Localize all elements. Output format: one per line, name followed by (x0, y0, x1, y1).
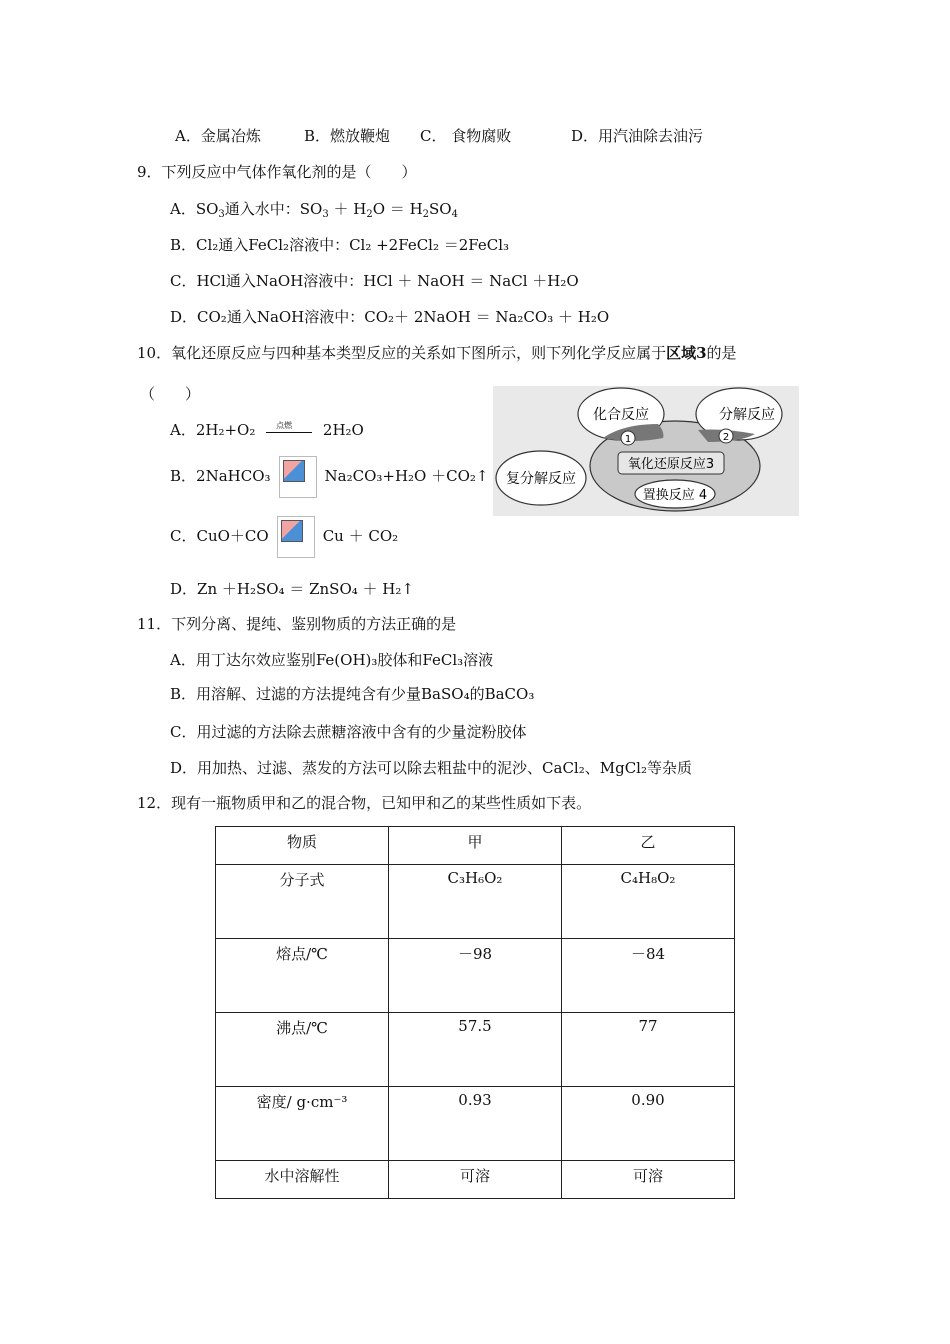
q8-option-c: C． 食物腐败 (420, 127, 512, 145)
q11-stem: 11．下列分离、提纯、鉴别物质的方法正确的是 (137, 615, 457, 633)
q9-option-c: C．HCl通入NaOH溶液中：HCl ＋ NaOH ＝ NaCl ＋H₂O (170, 272, 579, 290)
region-1-label: 1 (624, 434, 632, 445)
table-row (216, 1161, 735, 1199)
table-header-cell: 甲 (389, 827, 562, 865)
q10-a-right: 2H₂O (322, 421, 364, 439)
q10-c-right: Cu ＋ CO₂ (322, 527, 399, 545)
table-cell: C₄H₈O₂ (562, 865, 735, 939)
table-header-cell: 物质 (216, 827, 389, 865)
reaction-condition-arrow (266, 421, 312, 438)
broken-image-icon (277, 516, 315, 558)
q9-stem: 9．下列反应中气体作氧化剂的是（ ） (137, 163, 417, 181)
table-cell: 0.93 (389, 1087, 562, 1161)
region-2-label: 2 (722, 432, 730, 443)
properties-table (215, 826, 735, 1199)
table-header-row (216, 827, 735, 865)
double-displacement-label: 复分解反应 (506, 471, 576, 487)
q10-a-left: A．2H₂+O₂ (170, 421, 256, 439)
table-cell: 77 (562, 1013, 735, 1087)
table-cell: 0.90 (562, 1087, 735, 1161)
q10-stem (137, 343, 737, 363)
table-cell: 可溶 (389, 1161, 562, 1199)
q10-c-left: C．CuO＋CO (170, 527, 269, 545)
q8-option-b: B．燃放鞭炮 (304, 127, 391, 145)
table-row (216, 1087, 735, 1161)
table-header-cell: 乙 (562, 827, 735, 865)
q10-option-d: D．Zn ＋H₂SO₄ ＝ ZnSO₄ ＋ H₂↑ (170, 580, 414, 598)
table-cell: 熔点/℃ (216, 939, 389, 1013)
combination-label: 化合反应 (593, 407, 649, 423)
q12-stem: 12．现有一瓶物质甲和乙的混合物，已知甲和乙的某些性质如下表。 (137, 794, 592, 812)
table-cell: －84 (562, 939, 735, 1013)
q10-stem-end: 的是 (706, 344, 737, 362)
q11-option-b: B．用溶解、过滤的方法提纯含有少量BaSO₄的BaCO₃ (170, 685, 535, 703)
redox-label: 氧化还原反应3 (627, 457, 715, 472)
broken-image-icon (279, 456, 317, 498)
q8-option-a: A．金属冶炼 (175, 127, 261, 145)
q10-option-c (170, 516, 398, 558)
table-cell: 密度/ g·cm⁻³ (216, 1087, 389, 1161)
q9-option-d: D．CO₂通入NaOH溶液中：CO₂＋ 2NaOH ＝ Na₂CO₃ ＋ H₂O (170, 308, 610, 326)
table-row (216, 865, 735, 939)
q9-option-a: A．$SO_3$通入水中：$SO_3 + H_2O = H_2SO_4$ (170, 200, 458, 220)
q10-b-left: B．2NaHCO₃ (170, 467, 271, 485)
table-cell: C₃H₆O₂ (389, 865, 562, 939)
q10-paren: （ ） (140, 385, 201, 403)
q10-option-a (170, 420, 364, 440)
q10-option-b (170, 456, 488, 498)
table-row (216, 939, 735, 1013)
table-cell: －98 (389, 939, 562, 1013)
q11-option-a: A．用丁达尔效应鉴别Fe(OH)₃胶体和FeCl₃溶液 (170, 651, 494, 669)
table-cell: 沸点/℃ (216, 1013, 389, 1087)
q10-stem-start: 10．氧化还原反应与四种基本类型反应的关系如下图所示，则下列化学反应属于 (137, 344, 667, 362)
q9-option-b: B．Cl₂通入FeCl₂溶液中：Cl₂ +2FeCl₂ ＝2FeCl₃ (170, 236, 510, 254)
table-cell: 可溶 (562, 1161, 735, 1199)
q8-option-d: D．用汽油除去油污 (571, 127, 704, 145)
q10-stem-bold: 区域3 (666, 344, 707, 362)
displacement-label: 置换反应 4 (642, 488, 708, 503)
q10-b-right: Na₂CO₃+H₂O ＋CO₂↑ (324, 467, 489, 485)
condition-label: 点燃 (276, 421, 293, 430)
table-cell: 分子式 (216, 865, 389, 939)
q11-option-c: C．用过滤的方法除去蔗糖溶液中含有的少量淀粉胶体 (170, 723, 527, 741)
table-row (216, 1013, 735, 1087)
q11-option-d: D．用加热、过滤、蒸发的方法可以除去粗盐中的泥沙、CaCl₂、MgCl₂等杂质 (170, 759, 692, 777)
table-cell: 57.5 (389, 1013, 562, 1087)
reaction-type-venn-diagram (493, 386, 799, 516)
table-cell: 水中溶解性 (216, 1161, 389, 1199)
decomposition-label: 分解反应 (719, 407, 775, 423)
